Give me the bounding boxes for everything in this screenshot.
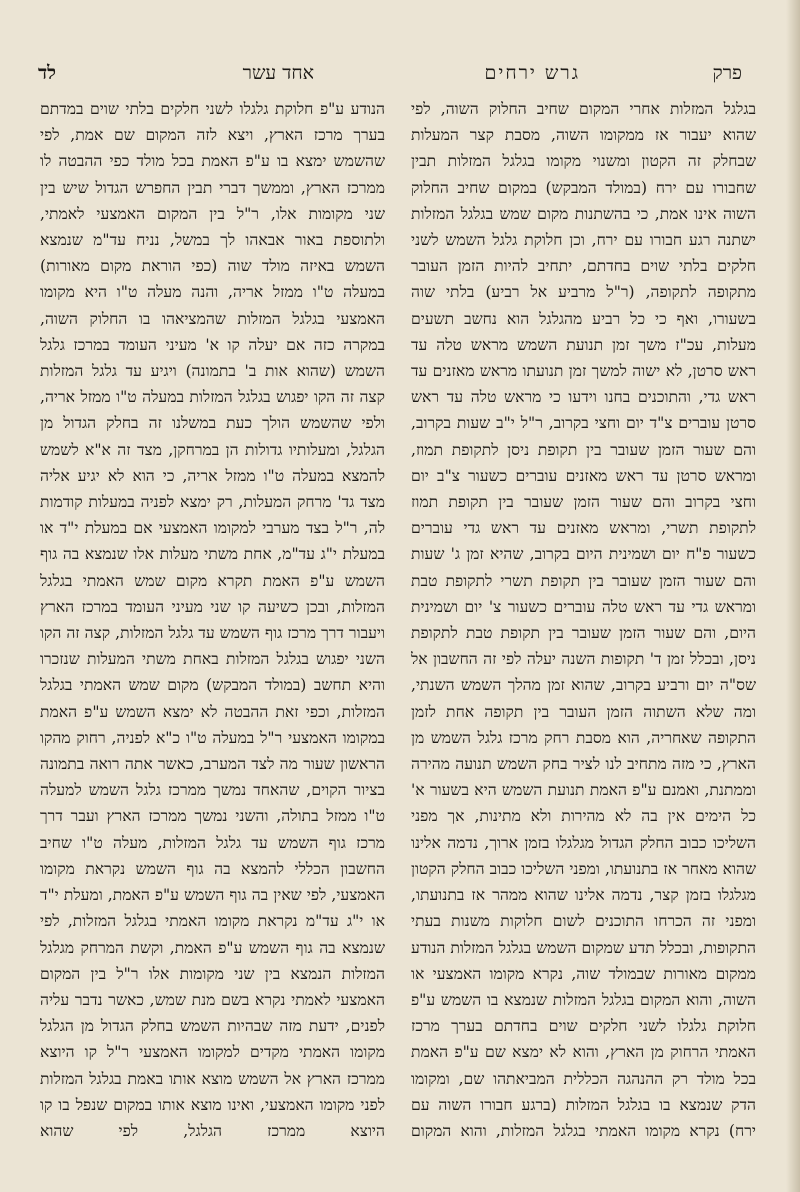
page-edge xyxy=(786,0,800,1192)
book-title: גרש ירחים xyxy=(484,62,580,84)
chapter-name: אחד עשר xyxy=(242,62,314,84)
running-header xyxy=(38,62,750,92)
column-text: בגלגל המזלות אחרי המקום שחיב החלוק השוה, לפי שהוא יעבור אז ממקומו השוה, מסבת קצר המעלות שבחלק זה הקטון ומשנוי מקומו בגלגל המזלות תבין שחבורו עם ירח (במולד המבקש) במקום שחיב החלוק השוה אינו אמת, כי בהשתנות מקום שמש בגלגל המזלות ישתנה רגע חבורו עם ירח, וכן חלוקת גלגל השמש לשני חלקים בלתי שוים בחדתם, יתחיב להיות הזמן העובר מתקופה לתקופה, (ר"ל מרביע אל רביע) בלתי שוה בשעורו, ואף כי כל רביע מהגלגל הוא נחשב תשעים מעלות, עכ"ז משך זמן תנועת השמש מראש טלה עד ראש סרטן, לא ישוה למשך זמן תנועתו מראש מאזנים עד ראש גדי, והתוכנים בחנו וידעו כי מראש טלה עד ראש סרטן עוברים צ"ד יום וחצי בקרוב, ר"ל י"ב שעות בקרוב, והם שעור הזמן שעובר בין תקופת ניסן לתקופת תמוז, ומראש סרטן עד ראש מאזנים עוברים כשעור צ"ב יום וחצי בקרוב והם שעור הזמן שעובר בין תקופת תמוז לתקופת תשרי, ומראש מאזנים עד ראש גדי עוברים כשעור פ"ח יום ושמינית היום בקרוב, שהיא זמן ג' שעות והם שעור הזמן שעובר בין תקופת תשרי לתקופת טבת ומראש גדי עד ראש טלה עוברים כשעור צ' יום ושמינית היום, והם שעור הזמן שעובר בין תקופת טבת לתקופת ניסן, ובכלל זמן ד' תקופות השנה יעלה לפי זה החשבון אל שס"ה יום ורביע בקרוב, שהוא זמן מהלך השמש השנתי, ומה שלא השתוה הזמן העובר בין תקופה אחת לזמן התקופה שאחריה, הוא מסבת רחק מרכז גלגל השמש מן הארץ, כי מזה מתחיב לנו לציר בחק השמש תנועה מהירה וממתנת, ואמנם ע"פ האמת תנועת השמש היא בשעור א' כל הימים אין בה לא מהירות ולא מתינות, אך מפני השליכו כבוב החלק הגדול מגלגלו בזמן ארוך, נדמה אלינו שהוא מאחר אז בתנועתו, ומפני השליכו כבוב החלק הקטון מגלגלו בזמן קצר, נדמה אלינו שהוא ממהר אז בתנועתו, ומפני זה הכרחו התוכנים לשום חלוקות משנות בעתי התקופות, ובכלל תדע שמקום השמש בגלגל המזלות הנודע ממקום מאורות שבמולד שוה, נקרא מקומו האמצעי או השוה, והוא המקום בגלגל המזלות שנמצא בו השמש ע"פ חלוקת גלגלו לשני חלקים שוים בחדתם בערך מרכז האמתי הרחוק מן הארץ, והוא לא ימצא שם ע"פ האמת בכל מולד רק ההנהגה הכללית המביאתהו שם, ומקומו הדק שנמצא בו בגלגל המזלות (ברגע חבורו השוה עם ירח) נקרא מקומו האמתי בגלגל המזלות, והוא המקום xyxy=(411,100,756,1140)
column-text: הנודע ע"פ חלוקת גלגלו לשני חלקים בלתי שוים במדתם בערך מרכז הארץ, ויצא לזה המקום שם אמת, לפי שהשמש ימצא בו ע"פ האמת בכל מולד כפי ההבטה לו ממרכז הארץ, וממשך דברי תבין החפרש הגדול שיש בין שני מקומות אלו, ר"ל בין המקום האמצעי לאמתי, ולתוספת באור אבאהו לך במשל, נניח עד"מ שנמצא השמש באיזה מולד שוה (כפי הוראת מקום מאורות) במעלה ט"ו ממזל אריה, והנה מעלה ט"ו היא מקומו האמצעי בגלגל המזלות שהמציאהו בו החלוק השוה, במקרה כזה אם יעלה קו א' מעיני העומד במרכז גלגל השמש (שהוא אות ב' בתמונה) ויגיע עד גלגל המזלות קצה זה הקו יפגוש בגלגל המזלות במעלה ט"ו ממזל אריה, ולפי שהשמש הולך כעת במשלנו זה בחלק הגדול מן הגלגל, ומעלותיו גדולות הן במרחקן, מצד זה א"א לשמש להמצא במעלה ט"ו ממזל אריה, כי הוא לא יגיע אליה מצד גד' מרחק המעלות, רק ימצא לפניה במעלות קודמות לה, ר"ל בצד מערבי למקומו האמצעי אם במעלת י"ד או במעלת י"ג עד"מ, אחת משתי מעלות אלו שנמצא בה גוף השמש ע"פ האמת תקרא מקום שמש האמתי בגלגל המזלות, ובכן כשיעה קו שני מעיני העומד במרכז הארץ ויעבור דרך מרכז גוף השמש עד גלגל המזלות, קצה זה הקו השני יפגוש בגלגל המזלות באחת משתי המעלות שנזכרו והיא תחשב (במולד המבקש) מקום שמש האמתי בגלגל המזלות, וכפי זאת ההבטה לא ימצא השמש ע"פ האמת במקומו האמצעי ר"ל במעלה ט"ו כ"א לפניה, רחוק מהקו הראשון שעור מה לצד המערב, כאשר אתה רואה בתמונה בציור הקוים, שהאחד נמשך ממרכז גלגל השמש למעלה ט"ו ממזל בתולה, והשני נמשך ממרכז הארץ ועבר דרך מרכז גוף השמש עד גלגל המזלות, מעלה ט"ו שחיב החשבון הכללי להמצא בה גוף השמש נקראת מקומו האמצעי, לפי שאין בה גוף השמש ע"פ האמת, ומעלת י"ד או י"ג עד"מ נקראת מקומו האמתי בגלגל המזלות, לפי שנמצא בה גוף השמש ע"פ האמת, וקשת המרחק מגלגל המזלות הנמצא בין שני מקומות אלו ר"ל בין המקום האמצעי לאמתי נקרא בשם מנת שמש, כאשר נדבר עליה לפנים, ידעת מזה שבהיות השמש בחלק הגדול מן הגלגל מקומו האמתי מקדים למקומו האמצעי ר"ל קו היוצא ממרכז הארץ אל השמש מוצא אותו באמת בגלגל המזלות לפני מקומו האמצעי, ואינו מוצא אותו במקום שנפל בו קו היוצא ממרכז הגלגל, לפי שהוא xyxy=(40,100,385,1140)
text-column-left xyxy=(40,96,385,1156)
chapter-label: פרק xyxy=(712,62,742,84)
text-column-right xyxy=(411,96,756,1156)
page-number: לד xyxy=(38,62,57,84)
